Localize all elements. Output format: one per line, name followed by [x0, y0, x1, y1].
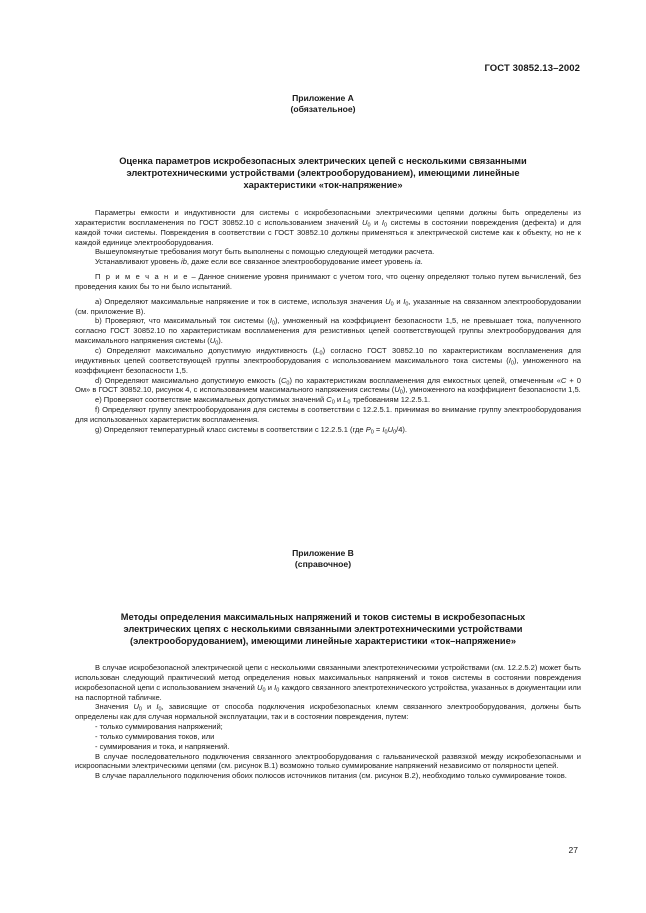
annex-a-title-line: Оценка параметров искробезопасных электрических цепей с несколькими связанными [119, 156, 527, 166]
annex-b-list-item: - только суммирования токов, или [95, 731, 215, 741]
annex-b-body [75, 663, 581, 781]
annex-a-item-d: d) Определяют максимально допустимую емкость $(C_0)$ по характеристикам воспламенения для емкостных цепей, отмеченным «C + 0 Ом» в ГОСТ 30852.10, рисунок 4, с использованием максимального напряжения системы $(U_0)$, умноженного на коэффициент безопасности 1,5. [75, 375, 581, 396]
annex-a-item-e: e) Проверяют соответствие максимальных допустимых значений $C_0$ и $L_0$ требованиям 12.2.5.1. [95, 395, 431, 406]
annex-b-list-item: - только суммирования напряжений; [95, 722, 223, 732]
annex-a-item-c: c) Определяют максимально допустимую индуктивность $(L_0)$ согласно ГОСТ 30852.10 по характеристикам воспламенения для индуктивных цепей соответствующей группы электрооборудования с использованием максимального тока системы $(I_0)$, умноженного на коэффициент безопасности 1,5. [75, 345, 581, 375]
annex-b-title-line: Методы определения максимальных напряжений и токов системы в искробезопасных [120, 612, 526, 622]
annex-b-title-line: электрических цепях с несколькими связанными электротехническими устройствами [123, 624, 523, 635]
annex-a-item-b: b) Проверяют, что максимальный ток системы $(I_0)$, умноженный на коэффициент безопасности 1,5, не превышает тока, полученного согласно ГОСТ 30852.10 по характеристикам воспламенения для резистивных цепей соответствующей группы электрооборудования для максимального напряжения системы $(U_0)$. [75, 316, 581, 347]
annex-b-status: (справочное) [294, 559, 352, 569]
annex-b-title-line: (электрооборудованием), имеющими линейные характеристики «ток–напряжение» [130, 636, 516, 647]
annex-b-paragraph-1: В случае искробезопасной электрической цепи с несколькими связанными электротехническими устройствами (см. 12.2.5.2) может быть использован следующий практический метод определения новых максимальных напряжений и токов системы в состоянии повреждения искробезопасной цепи с использованием значений $U_0$ и $I_0$ каждого связанного электротехнического устройства, указанных в документации или на паспортной табличке. [75, 663, 581, 702]
annex-a-item-f: f) Определяют группу электрооборудования для системы в соответствии с 12.2.5.1. принимая во внимание группу электрооборудования для использованных характеристик воспламенения. [75, 405, 581, 424]
annex-a-body [75, 208, 581, 435]
annex-b-section-title [60, 611, 586, 648]
annex-b-paragraph-4: В случае параллельного подключения обоих полюсов источников питания (см. рисунок В.2), необходимо только суммирование токов. [95, 771, 567, 781]
annex-b-heading [0, 548, 646, 570]
annex-b-paragraph-3: В случае последовательного подключения связанного электрооборудования с гальванической развязкой между искробезопасными и искроопасными электрическими цепями (см. рисунок В.1) возможно только суммирование напряжений независимо от полярности цепей. [75, 751, 581, 771]
annex-a-item-g: g) Определяют температурный класс системы в соответствии с 12.2.5.1 (где $P_0 = I_0U_0/4$). [95, 424, 407, 436]
annex-a-title-line: электротехническими устройствами (электрооборудованием), имеющими линейные [126, 168, 520, 179]
standard-code: ГОСТ 30852.13–2002 [484, 63, 580, 74]
annex-a-paragraph-1: Параметры емкости и индуктивности для системы с искробезопасными электрическими цепями должны быть определены из характеристик воспламенения по ГОСТ 30852.10 с использованием значений $U_0$ и $I_0$ системы в состоянии повреждения (дефекта) и для каждой точки системы. Повреждения в соответствии с ГОСТ 30852.10 должны применяться к электрической системе как к объекту, но не к каждой единице электрооборудования. [75, 208, 581, 247]
annex-b-title: Приложение В [292, 548, 354, 558]
annex-a-heading [0, 93, 646, 115]
annex-a-paragraph-3: Устанавливают уровень ib, даже если все связанное электрооборудование имеет уровень ia. [95, 257, 423, 267]
annex-b-list-item: - суммирования и тока, и напряжений. [95, 741, 230, 751]
annex-a-section-title [60, 155, 586, 192]
annex-a-title: Приложение А [292, 93, 354, 103]
annex-a-item-a: а) Определяют максимальные напряжение и ток в системе, используя значения $U_0$ и $I_0$, указанные на связанном электрооборудовании (см. приложение В). [75, 296, 581, 316]
page-number: 27 [568, 845, 578, 855]
annex-a-status: (обязательное) [290, 104, 356, 114]
annex-a-title-line: характеристики «ток-напряжение» [243, 180, 403, 191]
annex-a-note: П р и м е ч а н и е – Данное снижение уровня принимают с учетом того, что оценку определяют только путем вычислений, без проведения каких бы то ни было испытаний. [75, 272, 581, 291]
annex-b-paragraph-2: Значения $U_0$ и $I_0$, зависящие от способа подключения искробезопасных клемм связанного электрооборудования, должны быть определены как для случая нормальной эксплуатации, так и в состоянии повреждения, путем: [75, 702, 581, 722]
annex-a-paragraph-2: Вышеупомянутые требования могут быть выполнены с помощью следующей методики расчета. [95, 247, 435, 257]
